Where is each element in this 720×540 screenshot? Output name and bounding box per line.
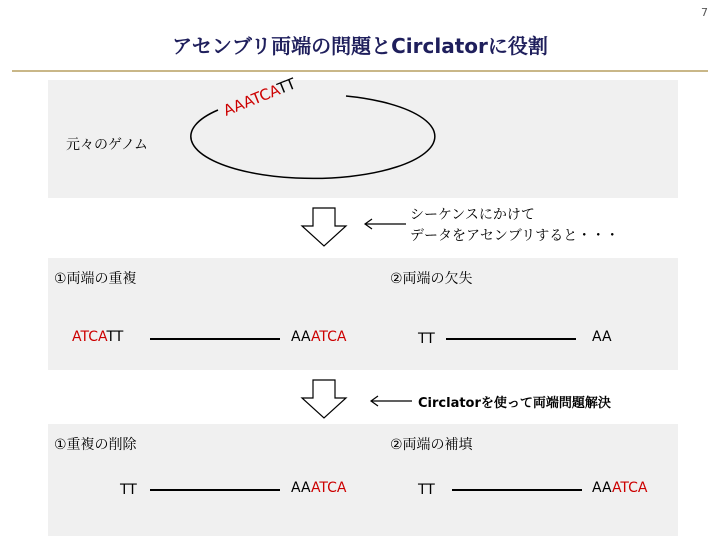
step1-note-line2: データをアセンブリすると・・・ xyxy=(410,228,620,244)
circle-seq-black: TT xyxy=(274,74,299,98)
missing-left-seq: TT xyxy=(418,331,435,347)
overlap-left-black: TT xyxy=(106,329,124,345)
circle-seq-red: AAATCA xyxy=(220,81,282,120)
genome-label: 元々のゲノム xyxy=(66,137,149,153)
problems-panel xyxy=(48,258,678,370)
page-number: 7 xyxy=(701,6,708,19)
circle-seq-text xyxy=(221,74,299,120)
remove-left-seq: TT xyxy=(120,482,137,498)
remove-right-seq xyxy=(291,480,347,496)
missing-right-seq: AA xyxy=(592,329,612,345)
missing-contig-line xyxy=(446,338,576,340)
fill-contig-line xyxy=(452,489,582,491)
step2-note: Circlatorを使って両端問題解決 xyxy=(418,396,611,411)
overlap-right-seq xyxy=(291,329,347,345)
left-arrow-2 xyxy=(368,395,414,407)
fill-right-red: ATCA xyxy=(611,480,648,496)
step1-note-line1: シーケンスにかけて xyxy=(410,207,535,223)
missing-label: ②両端の欠失 xyxy=(390,271,473,287)
overlap-right-red: ATCA xyxy=(310,329,347,345)
solutions-panel xyxy=(48,424,678,536)
left-arrow-1 xyxy=(362,218,408,230)
remove-right-red: ATCA xyxy=(310,480,347,496)
fill-right-seq xyxy=(592,480,648,496)
overlap-label: ①両端の重複 xyxy=(54,271,137,287)
remove-right-black: AA xyxy=(291,480,311,496)
fill-right-black: AA xyxy=(592,480,612,496)
down-arrow-1 xyxy=(300,206,350,248)
fill-left-seq: TT xyxy=(418,482,435,498)
slide-title: アセンブリ両端の問題とCirclatorに役割 xyxy=(172,34,548,58)
overlap-left-red: ATCA xyxy=(72,329,107,345)
overlap-left-seq xyxy=(72,329,123,345)
down-arrow-2 xyxy=(300,378,350,420)
overlap-contig-line xyxy=(150,338,280,340)
fill-label: ②両端の補填 xyxy=(390,437,473,453)
remove-label: ①重複の削除 xyxy=(54,437,137,453)
remove-contig-line xyxy=(150,489,280,491)
overlap-right-black: AA xyxy=(291,329,311,345)
